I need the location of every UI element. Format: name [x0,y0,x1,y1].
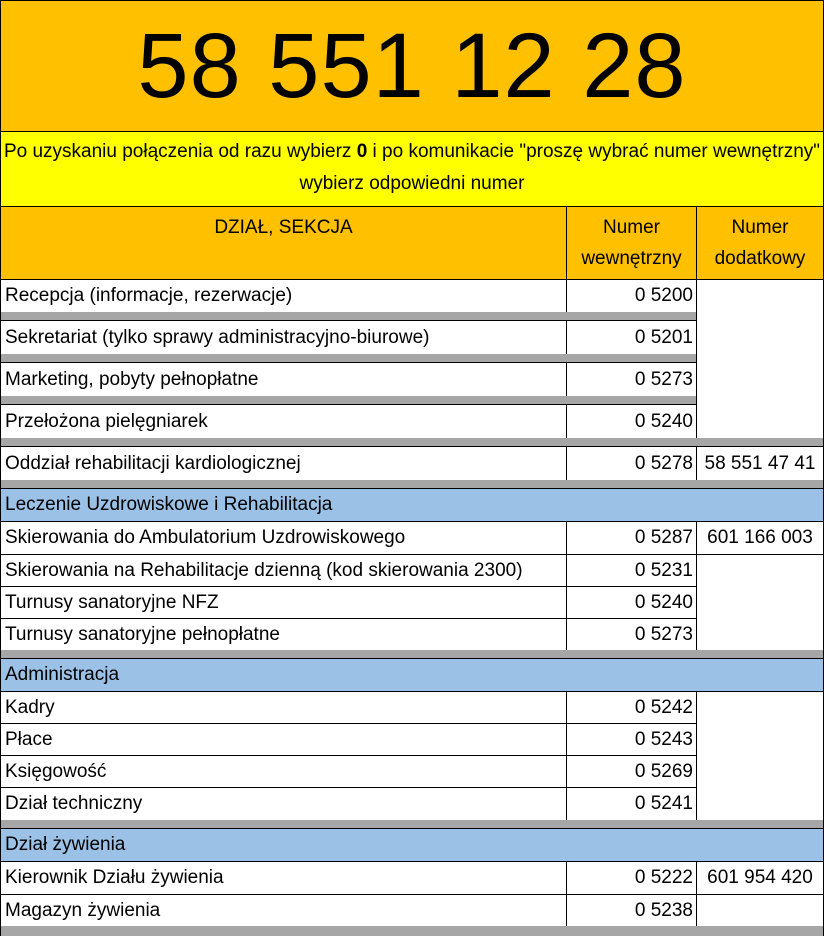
header-department [0,206,567,280]
instructions-text-1: Po uzyskaniu połączenia od razu wybierz [3,141,357,162]
row-ext: 0 5273 [566,362,697,397]
row-separator [0,926,824,936]
row-ext: 0 5242 [566,691,697,724]
section-title: Leczenie Uzdrowiskowe i Rehabilitacja [5,494,333,515]
row-ext: 0 5273 [566,618,697,651]
row-name: Marketing, pobyty pełnopłatne [0,362,567,397]
row-separator [0,480,824,488]
row-ext: 0 5201 [566,320,697,355]
section-title: Administracja [5,664,120,685]
main-phone-number [0,0,824,132]
row-ext: 0 5241 [566,787,697,821]
row-ext: 0 5240 [566,586,697,619]
row-name: Księgowość [0,755,567,788]
row-name: Kierownik Działu żywienia [0,861,567,895]
row-name: Skierowania do Ambulatorium Uzdrowiskowego [0,521,567,555]
row-separator [0,354,697,362]
header-internal-number [566,206,697,280]
row-name: Turnusy sanatoryjne pełnopłatne [0,618,567,651]
header-internal-label: Numer wewnętrzny [581,217,682,269]
additional-number-empty [696,894,824,927]
additional-number-empty [696,554,824,651]
row-ext: 0 5240 [566,404,697,439]
row-additional: 58 551 47 41 [696,446,824,481]
row-additional: 601 954 420 [696,861,824,895]
instructions-text-2: i po komunikacie "proszę wybrać numer wewnętrzny" wybierz odpowiedni numer [299,141,821,194]
dialing-instructions [0,131,824,207]
row-ext: 0 5287 [566,521,697,555]
row-separator [0,438,824,446]
additional-number-empty [696,691,824,821]
row-ext: 0 5278 [566,446,697,481]
row-name: Skierowania na Rehabilitacje dzienną (kod skierowania 2300) [0,554,567,587]
section-header [0,488,824,522]
row-name: Recepcja (informacje, rezerwacje) [0,279,567,313]
row-name: Turnusy sanatoryjne NFZ [0,586,567,619]
row-name: Sekretariat (tylko sprawy administracyjno-biurowe) [0,320,567,355]
row-name: Dział techniczny [0,787,567,821]
row-ext: 0 5231 [566,554,697,587]
row-name: Kadry [0,691,567,724]
row-ext: 0 5243 [566,723,697,756]
row-ext: 0 5200 [566,279,697,313]
section-title: Dział żywienia [5,834,126,855]
row-name: Przełożona pielęgniarek [0,404,567,439]
row-ext: 0 5222 [566,861,697,895]
row-separator [0,312,697,320]
row-separator [0,650,824,658]
section-header [0,658,824,692]
header-department-label: DZIAŁ, SEKCJA [214,217,353,238]
section-header [0,828,824,862]
row-ext: 0 5269 [566,755,697,788]
additional-number-empty [696,279,824,439]
header-additional-label: Numer dodatkowy [714,217,806,269]
row-separator [0,820,824,828]
row-name: Magazyn żywienia [0,894,567,927]
row-ext: 0 5238 [566,894,697,927]
row-name: Płace [0,723,567,756]
main-phone-number-text: 58 551 12 28 [137,14,687,117]
row-name: Oddział rehabilitacji kardiologicznej [0,446,567,481]
instructions-bold-digit: 0 [356,141,368,162]
header-additional-number [696,206,824,280]
row-additional: 601 166 003 [696,521,824,555]
row-separator [0,396,697,404]
